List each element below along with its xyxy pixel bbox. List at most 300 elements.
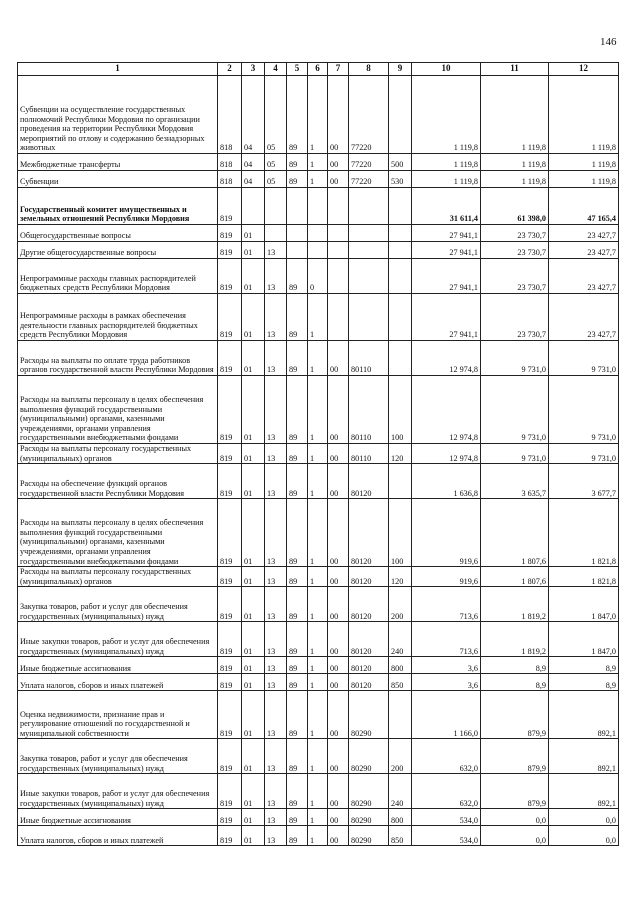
row-amount-col10: 12 974,8 bbox=[412, 376, 481, 444]
row-direction: 00 bbox=[328, 464, 349, 499]
row-target-code: 80290 bbox=[349, 691, 389, 739]
row-target-code: 80110 bbox=[349, 341, 389, 376]
row-name: Расходы на выплаты персоналу в целях обеспечения выполнения функций государственными (муниципальными) органами, казенными учреждениями, органами управления государственными внебюджетными фондами bbox=[18, 376, 218, 444]
row-amount-col10: 1 119,8 bbox=[412, 154, 481, 171]
row-amount-col11: 879,9 bbox=[481, 774, 549, 809]
row-expense-type bbox=[389, 294, 412, 341]
row-subprogram: 1 bbox=[308, 376, 328, 444]
table-row bbox=[18, 188, 619, 225]
row-expense-type: 850 bbox=[389, 826, 412, 846]
page-number: 146 bbox=[600, 36, 617, 48]
row-subsection: 13 bbox=[265, 674, 287, 691]
row-direction: 00 bbox=[328, 826, 349, 846]
row-subprogram: 1 bbox=[308, 464, 328, 499]
row-target-code: 80120 bbox=[349, 657, 389, 674]
row-section: 01 bbox=[242, 739, 265, 774]
row-subsection: 13 bbox=[265, 587, 287, 622]
row-subsection bbox=[265, 188, 287, 225]
row-amount-col11: 8,9 bbox=[481, 674, 549, 691]
row-section: 01 bbox=[242, 242, 265, 259]
row-program: 89 bbox=[287, 691, 308, 739]
row-name: Иные закупки товаров, работ и услуг для обеспечения государственных (муниципальных) нужд bbox=[18, 774, 218, 809]
row-name: Общегосударственные вопросы bbox=[18, 225, 218, 242]
row-expense-type: 240 bbox=[389, 622, 412, 657]
row-target-code: 80120 bbox=[349, 587, 389, 622]
row-ministry-code: 819 bbox=[218, 376, 242, 444]
row-name: Государственный комитет имущественных и земельных отношений Республики Мордовия bbox=[18, 188, 218, 225]
row-expense-type bbox=[389, 76, 412, 154]
row-name: Другие общегосударственные вопросы bbox=[18, 242, 218, 259]
column-header-7: 7 bbox=[328, 63, 349, 76]
row-ministry-code: 819 bbox=[218, 464, 242, 499]
row-subprogram: 1 bbox=[308, 587, 328, 622]
row-section: 01 bbox=[242, 657, 265, 674]
row-name: Межбюджетные трансферты bbox=[18, 154, 218, 171]
row-target-code bbox=[349, 259, 389, 294]
row-program: 89 bbox=[287, 826, 308, 846]
table-row bbox=[18, 567, 619, 587]
row-ministry-code: 819 bbox=[218, 444, 242, 464]
row-ministry-code: 819 bbox=[218, 674, 242, 691]
row-subprogram: 1 bbox=[308, 76, 328, 154]
row-expense-type bbox=[389, 188, 412, 225]
table-row bbox=[18, 444, 619, 464]
row-amount-col10: 1 166,0 bbox=[412, 691, 481, 739]
column-header-3: 3 bbox=[242, 63, 265, 76]
row-ministry-code: 819 bbox=[218, 774, 242, 809]
row-target-code: 77220 bbox=[349, 154, 389, 171]
row-target-code: 80120 bbox=[349, 567, 389, 587]
row-direction: 00 bbox=[328, 774, 349, 809]
row-section: 01 bbox=[242, 341, 265, 376]
row-name: Субвенции на осуществление государственных полномочий Республики Мордовия по организации проведения на территории Республики Мордовия мероприятий по отлову и содержанию безнадзорных животных bbox=[18, 76, 218, 154]
row-subprogram: 1 bbox=[308, 341, 328, 376]
row-amount-col12: 9 731,0 bbox=[549, 341, 619, 376]
table-row bbox=[18, 826, 619, 846]
row-expense-type: 120 bbox=[389, 567, 412, 587]
row-target-code: 77220 bbox=[349, 76, 389, 154]
table-row bbox=[18, 674, 619, 691]
row-direction: 00 bbox=[328, 739, 349, 774]
row-subprogram: 1 bbox=[308, 499, 328, 567]
row-ministry-code: 819 bbox=[218, 739, 242, 774]
row-section: 01 bbox=[242, 499, 265, 567]
row-subsection: 13 bbox=[265, 622, 287, 657]
row-amount-col12: 3 677,7 bbox=[549, 464, 619, 499]
row-ministry-code: 818 bbox=[218, 154, 242, 171]
row-subprogram: 1 bbox=[308, 691, 328, 739]
table-row bbox=[18, 464, 619, 499]
row-program bbox=[287, 242, 308, 259]
row-name: Уплата налогов, сборов и иных платежей bbox=[18, 674, 218, 691]
table-row bbox=[18, 154, 619, 171]
row-program: 89 bbox=[287, 809, 308, 826]
row-target-code: 80120 bbox=[349, 464, 389, 499]
row-amount-col11: 9 731,0 bbox=[481, 376, 549, 444]
row-ministry-code: 818 bbox=[218, 76, 242, 154]
table-row bbox=[18, 294, 619, 341]
row-direction bbox=[328, 294, 349, 341]
row-direction: 00 bbox=[328, 587, 349, 622]
row-subprogram: 1 bbox=[308, 826, 328, 846]
row-amount-col10: 919,6 bbox=[412, 499, 481, 567]
row-program: 89 bbox=[287, 674, 308, 691]
row-program: 89 bbox=[287, 774, 308, 809]
column-header-8: 8 bbox=[349, 63, 389, 76]
row-name: Закупка товаров, работ и услуг для обеспечения государственных (муниципальных) нужд bbox=[18, 739, 218, 774]
row-amount-col10: 3,6 bbox=[412, 674, 481, 691]
row-direction: 00 bbox=[328, 622, 349, 657]
row-name: Иные закупки товаров, работ и услуг для обеспечения государственных (муниципальных) нужд bbox=[18, 622, 218, 657]
row-amount-col11: 9 731,0 bbox=[481, 444, 549, 464]
row-section: 04 bbox=[242, 154, 265, 171]
row-target-code: 80120 bbox=[349, 674, 389, 691]
row-target-code: 80110 bbox=[349, 376, 389, 444]
row-name: Расходы на выплаты по оплате труда работников органов государственной власти Республики Мордовия bbox=[18, 341, 218, 376]
budget-table bbox=[17, 62, 619, 846]
row-amount-col11: 1 807,6 bbox=[481, 499, 549, 567]
row-direction: 00 bbox=[328, 691, 349, 739]
row-amount-col10: 713,6 bbox=[412, 587, 481, 622]
header-row bbox=[18, 63, 619, 76]
row-name: Расходы на выплаты персоналу государственных (муниципальных) органов bbox=[18, 567, 218, 587]
row-name: Оценка недвижимости, признание прав и регулирование отношений по государственной и муниципальной собственности bbox=[18, 691, 218, 739]
column-header-9: 9 bbox=[389, 63, 412, 76]
row-expense-type: 200 bbox=[389, 739, 412, 774]
row-target-code: 80120 bbox=[349, 499, 389, 567]
row-amount-col12: 9 731,0 bbox=[549, 444, 619, 464]
row-ministry-code: 819 bbox=[218, 225, 242, 242]
row-ministry-code: 819 bbox=[218, 341, 242, 376]
row-amount-col11: 1 807,6 bbox=[481, 567, 549, 587]
row-program bbox=[287, 188, 308, 225]
row-subprogram: 0 bbox=[308, 259, 328, 294]
row-amount-col11: 879,9 bbox=[481, 691, 549, 739]
row-amount-col12: 23 427,7 bbox=[549, 225, 619, 242]
row-program: 89 bbox=[287, 444, 308, 464]
row-target-code: 80290 bbox=[349, 739, 389, 774]
row-ministry-code: 819 bbox=[218, 622, 242, 657]
row-ministry-code: 819 bbox=[218, 259, 242, 294]
row-subsection: 13 bbox=[265, 376, 287, 444]
row-amount-col10: 534,0 bbox=[412, 809, 481, 826]
row-amount-col12: 0,0 bbox=[549, 809, 619, 826]
row-name: Закупка товаров, работ и услуг для обеспечения государственных (муниципальных) нужд bbox=[18, 587, 218, 622]
row-subprogram: 1 bbox=[308, 567, 328, 587]
row-subsection: 13 bbox=[265, 567, 287, 587]
row-name: Расходы на обеспечение функций органов государственной власти Республики Мордовия bbox=[18, 464, 218, 499]
row-subsection: 13 bbox=[265, 826, 287, 846]
table-row bbox=[18, 242, 619, 259]
row-target-code: 80290 bbox=[349, 774, 389, 809]
row-amount-col10: 27 941,1 bbox=[412, 259, 481, 294]
table-row bbox=[18, 499, 619, 567]
table-row bbox=[18, 622, 619, 657]
row-direction: 00 bbox=[328, 154, 349, 171]
row-section: 01 bbox=[242, 259, 265, 294]
row-subsection: 13 bbox=[265, 341, 287, 376]
row-expense-type: 100 bbox=[389, 376, 412, 444]
table-row bbox=[18, 376, 619, 444]
row-amount-col10: 919,6 bbox=[412, 567, 481, 587]
row-section: 01 bbox=[242, 444, 265, 464]
row-expense-type bbox=[389, 341, 412, 376]
row-direction: 00 bbox=[328, 674, 349, 691]
row-section: 01 bbox=[242, 674, 265, 691]
row-target-code bbox=[349, 188, 389, 225]
row-direction bbox=[328, 242, 349, 259]
row-expense-type: 530 bbox=[389, 171, 412, 188]
row-section: 01 bbox=[242, 809, 265, 826]
row-subsection: 05 bbox=[265, 76, 287, 154]
row-amount-col10: 632,0 bbox=[412, 739, 481, 774]
row-section: 01 bbox=[242, 691, 265, 739]
row-expense-type: 800 bbox=[389, 809, 412, 826]
row-program: 89 bbox=[287, 622, 308, 657]
row-amount-col10: 27 941,1 bbox=[412, 242, 481, 259]
row-target-code: 80110 bbox=[349, 444, 389, 464]
row-amount-col12: 47 165,4 bbox=[549, 188, 619, 225]
row-section: 01 bbox=[242, 567, 265, 587]
row-section bbox=[242, 188, 265, 225]
row-direction: 00 bbox=[328, 499, 349, 567]
row-amount-col12: 1 119,8 bbox=[549, 76, 619, 154]
row-amount-col12: 0,0 bbox=[549, 826, 619, 846]
row-program: 89 bbox=[287, 154, 308, 171]
row-expense-type: 100 bbox=[389, 499, 412, 567]
row-amount-col12: 9 731,0 bbox=[549, 376, 619, 444]
table-header bbox=[18, 63, 619, 76]
row-amount-col11: 1 119,8 bbox=[481, 76, 549, 154]
row-direction: 00 bbox=[328, 376, 349, 444]
row-expense-type bbox=[389, 242, 412, 259]
row-subsection: 13 bbox=[265, 774, 287, 809]
row-ministry-code: 819 bbox=[218, 567, 242, 587]
row-subprogram: 1 bbox=[308, 809, 328, 826]
row-amount-col10: 12 974,8 bbox=[412, 444, 481, 464]
row-program: 89 bbox=[287, 499, 308, 567]
table-row bbox=[18, 225, 619, 242]
row-name: Расходы на выплаты персоналу в целях обеспечения выполнения функций государственными (муниципальными) органами, казенными учреждениями, органами управления государственными внебюджетными фондами bbox=[18, 499, 218, 567]
row-subprogram bbox=[308, 225, 328, 242]
row-target-code: 80290 bbox=[349, 809, 389, 826]
row-amount-col12: 23 427,7 bbox=[549, 294, 619, 341]
row-amount-col11: 0,0 bbox=[481, 809, 549, 826]
row-subsection: 13 bbox=[265, 242, 287, 259]
row-expense-type: 800 bbox=[389, 657, 412, 674]
row-name: Иные бюджетные ассигнования bbox=[18, 809, 218, 826]
row-direction: 00 bbox=[328, 171, 349, 188]
table-row bbox=[18, 739, 619, 774]
row-amount-col12: 8,9 bbox=[549, 674, 619, 691]
row-expense-type: 500 bbox=[389, 154, 412, 171]
table-row bbox=[18, 809, 619, 826]
row-amount-col11: 61 398,0 bbox=[481, 188, 549, 225]
row-subprogram bbox=[308, 242, 328, 259]
row-amount-col10: 534,0 bbox=[412, 826, 481, 846]
row-amount-col12: 1 821,8 bbox=[549, 567, 619, 587]
row-ministry-code: 819 bbox=[218, 691, 242, 739]
row-amount-col11: 9 731,0 bbox=[481, 341, 549, 376]
row-amount-col11: 879,9 bbox=[481, 739, 549, 774]
row-amount-col10: 1 119,8 bbox=[412, 171, 481, 188]
row-ministry-code: 819 bbox=[218, 242, 242, 259]
row-amount-col12: 23 427,7 bbox=[549, 259, 619, 294]
row-subsection: 13 bbox=[265, 444, 287, 464]
row-program: 89 bbox=[287, 587, 308, 622]
row-section: 01 bbox=[242, 376, 265, 444]
row-direction: 00 bbox=[328, 657, 349, 674]
row-subsection bbox=[265, 225, 287, 242]
row-ministry-code: 819 bbox=[218, 809, 242, 826]
row-amount-col12: 1 847,0 bbox=[549, 587, 619, 622]
row-amount-col12: 892,1 bbox=[549, 691, 619, 739]
row-amount-col11: 0,0 bbox=[481, 826, 549, 846]
row-subsection: 13 bbox=[265, 259, 287, 294]
row-section: 01 bbox=[242, 826, 265, 846]
row-program: 89 bbox=[287, 171, 308, 188]
row-target-code: 80120 bbox=[349, 622, 389, 657]
row-expense-type: 850 bbox=[389, 674, 412, 691]
row-amount-col12: 8,9 bbox=[549, 657, 619, 674]
row-section: 01 bbox=[242, 464, 265, 499]
row-program: 89 bbox=[287, 376, 308, 444]
row-ministry-code: 819 bbox=[218, 294, 242, 341]
row-amount-col11: 23 730,7 bbox=[481, 259, 549, 294]
table-row bbox=[18, 341, 619, 376]
row-subsection: 13 bbox=[265, 499, 287, 567]
row-subprogram: 1 bbox=[308, 171, 328, 188]
row-amount-col12: 1 119,8 bbox=[549, 154, 619, 171]
row-expense-type bbox=[389, 259, 412, 294]
row-ministry-code: 819 bbox=[218, 826, 242, 846]
column-header-11: 11 bbox=[481, 63, 549, 76]
table-row bbox=[18, 657, 619, 674]
row-name: Субвенции bbox=[18, 171, 218, 188]
row-ministry-code: 819 bbox=[218, 188, 242, 225]
column-header-2: 2 bbox=[218, 63, 242, 76]
row-ministry-code: 819 bbox=[218, 499, 242, 567]
row-target-code: 77220 bbox=[349, 171, 389, 188]
row-name: Расходы на выплаты персоналу государственных (муниципальных) органов bbox=[18, 444, 218, 464]
row-program: 89 bbox=[287, 464, 308, 499]
row-expense-type: 240 bbox=[389, 774, 412, 809]
row-amount-col12: 1 119,8 bbox=[549, 171, 619, 188]
row-program: 89 bbox=[287, 76, 308, 154]
row-amount-col11: 23 730,7 bbox=[481, 294, 549, 341]
row-name: Непрограммные расходы в рамках обеспечения деятельности главных распорядителей бюджетных средств Республики Мордовия bbox=[18, 294, 218, 341]
row-amount-col10: 1 636,8 bbox=[412, 464, 481, 499]
table-row bbox=[18, 691, 619, 739]
row-direction: 00 bbox=[328, 76, 349, 154]
row-amount-col10: 713,6 bbox=[412, 622, 481, 657]
table-row bbox=[18, 774, 619, 809]
row-section: 01 bbox=[242, 774, 265, 809]
row-subsection: 13 bbox=[265, 739, 287, 774]
column-header-1: 1 bbox=[18, 63, 218, 76]
row-subsection: 05 bbox=[265, 154, 287, 171]
row-amount-col11: 8,9 bbox=[481, 657, 549, 674]
row-subprogram: 1 bbox=[308, 674, 328, 691]
row-amount-col12: 1 821,8 bbox=[549, 499, 619, 567]
row-subprogram: 1 bbox=[308, 154, 328, 171]
row-amount-col10: 27 941,1 bbox=[412, 294, 481, 341]
row-direction: 00 bbox=[328, 444, 349, 464]
row-direction: 00 bbox=[328, 341, 349, 376]
row-amount-col10: 27 941,1 bbox=[412, 225, 481, 242]
row-direction bbox=[328, 259, 349, 294]
row-amount-col10: 632,0 bbox=[412, 774, 481, 809]
row-expense-type: 200 bbox=[389, 587, 412, 622]
row-program: 89 bbox=[287, 739, 308, 774]
row-program: 89 bbox=[287, 294, 308, 341]
row-target-code bbox=[349, 294, 389, 341]
row-subsection: 13 bbox=[265, 294, 287, 341]
row-name: Уплата налогов, сборов и иных платежей bbox=[18, 826, 218, 846]
row-section: 04 bbox=[242, 171, 265, 188]
row-section: 01 bbox=[242, 225, 265, 242]
row-subprogram: 1 bbox=[308, 774, 328, 809]
column-header-12: 12 bbox=[549, 63, 619, 76]
row-subsection: 13 bbox=[265, 809, 287, 826]
row-program bbox=[287, 225, 308, 242]
row-section: 04 bbox=[242, 76, 265, 154]
row-program: 89 bbox=[287, 341, 308, 376]
row-direction: 00 bbox=[328, 809, 349, 826]
row-subsection: 13 bbox=[265, 691, 287, 739]
row-amount-col11: 1 819,2 bbox=[481, 622, 549, 657]
row-section: 01 bbox=[242, 622, 265, 657]
row-ministry-code: 819 bbox=[218, 587, 242, 622]
row-expense-type bbox=[389, 464, 412, 499]
row-direction bbox=[328, 188, 349, 225]
row-subsection: 13 bbox=[265, 464, 287, 499]
table-row bbox=[18, 171, 619, 188]
row-expense-type bbox=[389, 691, 412, 739]
row-subprogram: 1 bbox=[308, 294, 328, 341]
table-body bbox=[18, 76, 619, 846]
row-subprogram: 1 bbox=[308, 444, 328, 464]
row-subprogram: 1 bbox=[308, 657, 328, 674]
row-amount-col11: 1 119,8 bbox=[481, 171, 549, 188]
row-target-code: 80290 bbox=[349, 826, 389, 846]
row-amount-col11: 3 635,7 bbox=[481, 464, 549, 499]
row-amount-col12: 1 847,0 bbox=[549, 622, 619, 657]
row-amount-col11: 23 730,7 bbox=[481, 242, 549, 259]
row-ministry-code: 818 bbox=[218, 171, 242, 188]
row-amount-col11: 1 819,2 bbox=[481, 587, 549, 622]
table-row bbox=[18, 259, 619, 294]
column-header-4: 4 bbox=[265, 63, 287, 76]
column-header-10: 10 bbox=[412, 63, 481, 76]
row-amount-col11: 1 119,8 bbox=[481, 154, 549, 171]
row-subprogram bbox=[308, 188, 328, 225]
row-section: 01 bbox=[242, 587, 265, 622]
row-program: 89 bbox=[287, 567, 308, 587]
table-row bbox=[18, 587, 619, 622]
row-target-code bbox=[349, 242, 389, 259]
row-expense-type bbox=[389, 225, 412, 242]
row-amount-col10: 3,6 bbox=[412, 657, 481, 674]
row-subsection: 13 bbox=[265, 657, 287, 674]
row-subprogram: 1 bbox=[308, 739, 328, 774]
row-amount-col12: 23 427,7 bbox=[549, 242, 619, 259]
row-section: 01 bbox=[242, 294, 265, 341]
row-name: Непрограммные расходы главных распорядителей бюджетных средств Республики Мордовия bbox=[18, 259, 218, 294]
row-amount-col11: 23 730,7 bbox=[481, 225, 549, 242]
row-ministry-code: 819 bbox=[218, 657, 242, 674]
row-amount-col10: 12 974,8 bbox=[412, 341, 481, 376]
